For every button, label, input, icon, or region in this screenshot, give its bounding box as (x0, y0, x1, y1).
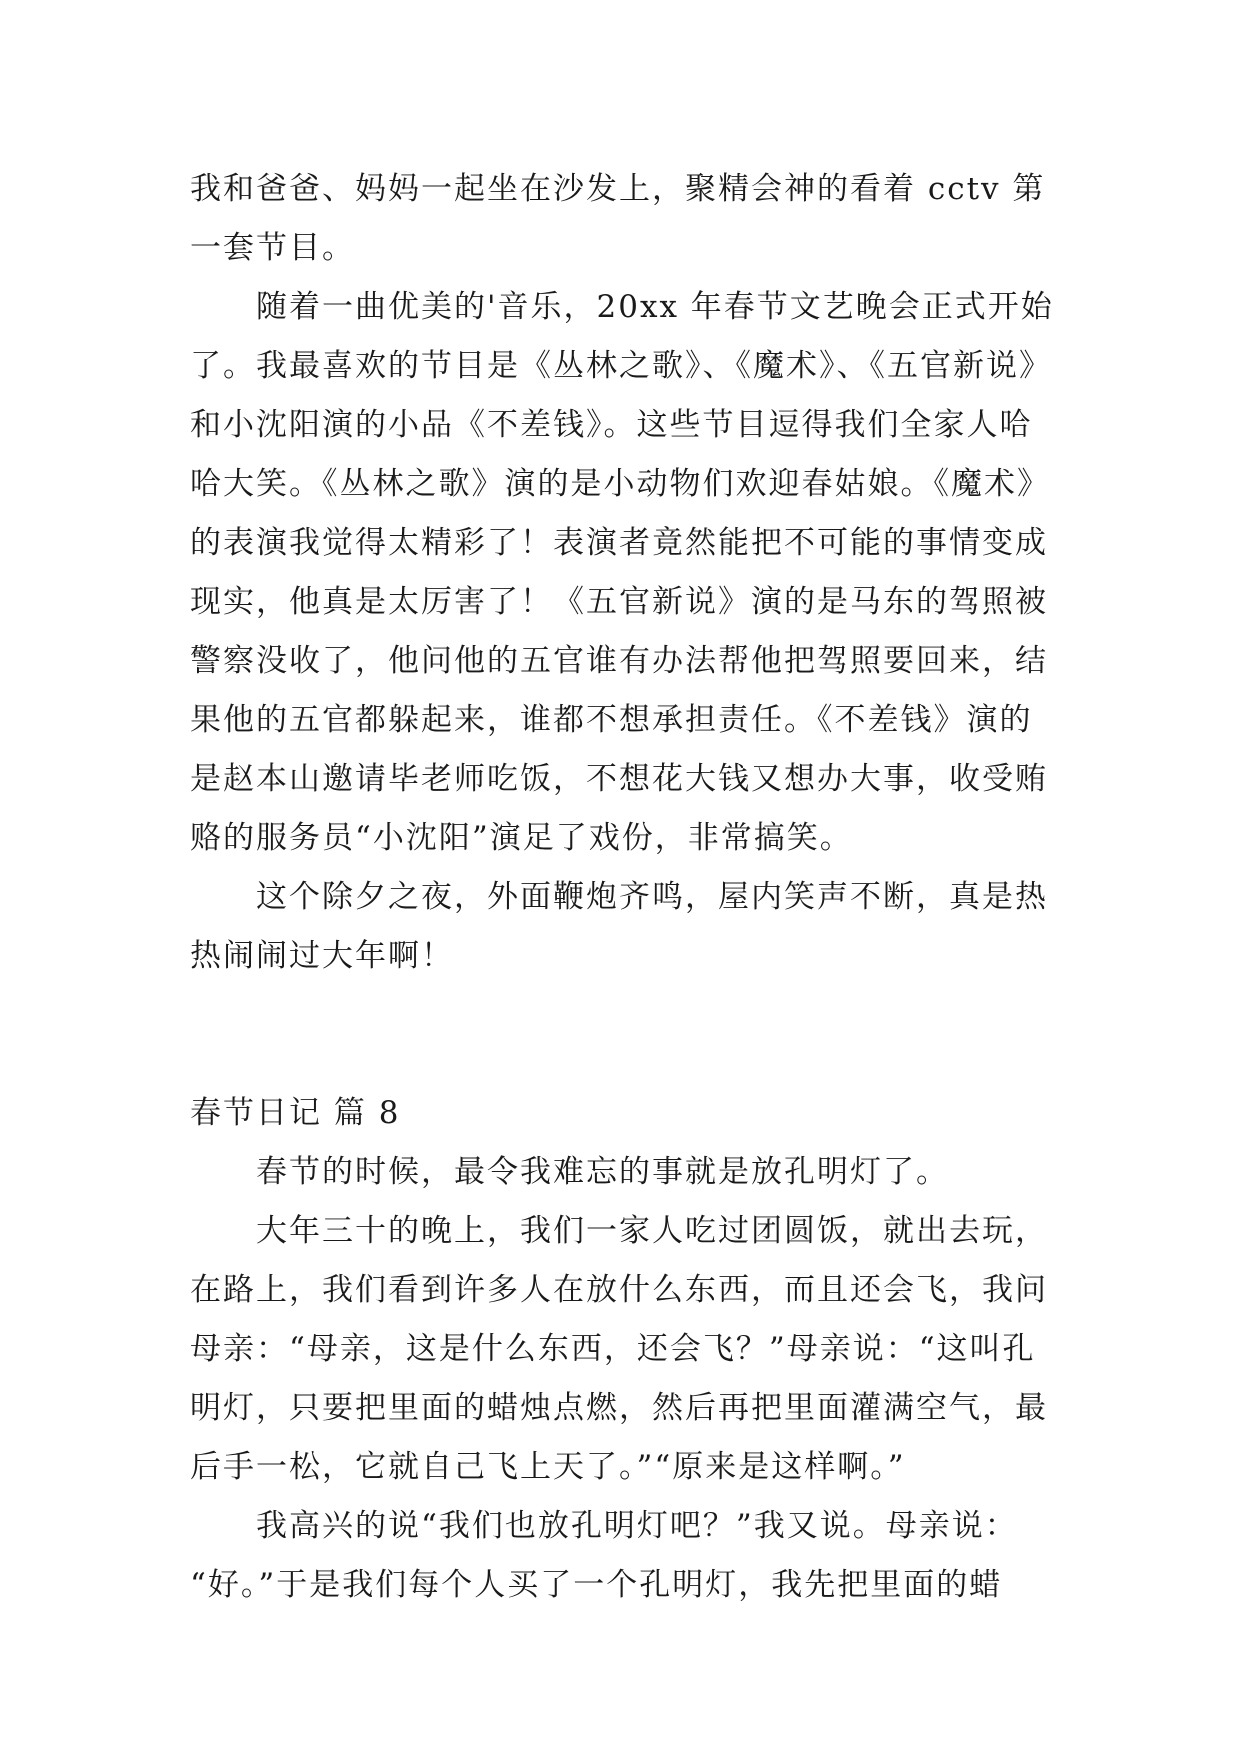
text-line: “好。”于是我们每个人买了一个孔明灯，我先把里面的蜡 (190, 1567, 1003, 1603)
text-line: 我和爸爸、妈妈一起坐在沙发上，聚精会神的看着 cctv 第 (190, 171, 1046, 207)
text-line: 在路上，我们看到许多人在放什么东西，而且还会飞，我问 (190, 1272, 1048, 1308)
text-line: 一套节目。 (190, 230, 355, 266)
text-line: 现实，他真是太厉害了！《五官新说》演的是马东的驾照被 (190, 584, 1048, 620)
text-line: 我高兴的说“我们也放孔明灯吧？”我又说。母亲说： (256, 1508, 1018, 1544)
text-line: 这个除夕之夜，外面鞭炮齐鸣，屋内笑声不断，真是热 (256, 879, 1048, 915)
text-line: 和小沈阳演的小品《不差钱》。这些节目逗得我们全家人哈 (190, 407, 1033, 443)
text-line: 大年三十的晚上，我们一家人吃过团圆饭，就出去玩， (256, 1213, 1048, 1249)
text-line: 哈大笑。《丛林之歌》演的是小动物们欢迎春姑娘。《魔术》 (190, 466, 1050, 502)
text-line: 的表演我觉得太精彩了！表演者竟然能把不可能的事情变成 (190, 525, 1048, 561)
text-line: 春节的时候，最令我难忘的事就是放孔明灯了。 (256, 1154, 949, 1190)
text-line: 母亲：“母亲，这是什么东西，还会飞？”母亲说：“这叫孔 (190, 1331, 1036, 1367)
text-line: 后手一松，它就自己飞上天了。”“原来是这样啊。” (190, 1449, 906, 1485)
text-line: 警察没收了，他问他的五官谁有办法帮他把驾照要回来，结 (190, 643, 1048, 679)
text-line: 果他的五官都躲起来，谁都不想承担责任。《不差钱》演的 (190, 702, 1033, 738)
text-line: 是赵本山邀请毕老师吃饭，不想花大钱又想办大事，收受贿 (190, 761, 1048, 797)
text-line: 了。我最喜欢的节目是《丛林之歌》、《魔术》、《五官新说》 (190, 348, 1052, 384)
text-line: 随着一曲优美的'音乐，20xx 年春节文艺晚会正式开始 (256, 289, 1054, 325)
text-line: 赂的服务员“小沈阳”演足了戏份，非常搞笑。 (190, 820, 853, 856)
section-gap (190, 986, 1056, 1084)
text-line: 热闹闹过大年啊！ (190, 938, 454, 974)
section-heading: 春节日记 篇 8 (190, 1095, 401, 1131)
document-body (190, 160, 1056, 1615)
text-line: 明灯，只要把里面的蜡烛点燃，然后再把里面灌满空气，最 (190, 1390, 1048, 1426)
